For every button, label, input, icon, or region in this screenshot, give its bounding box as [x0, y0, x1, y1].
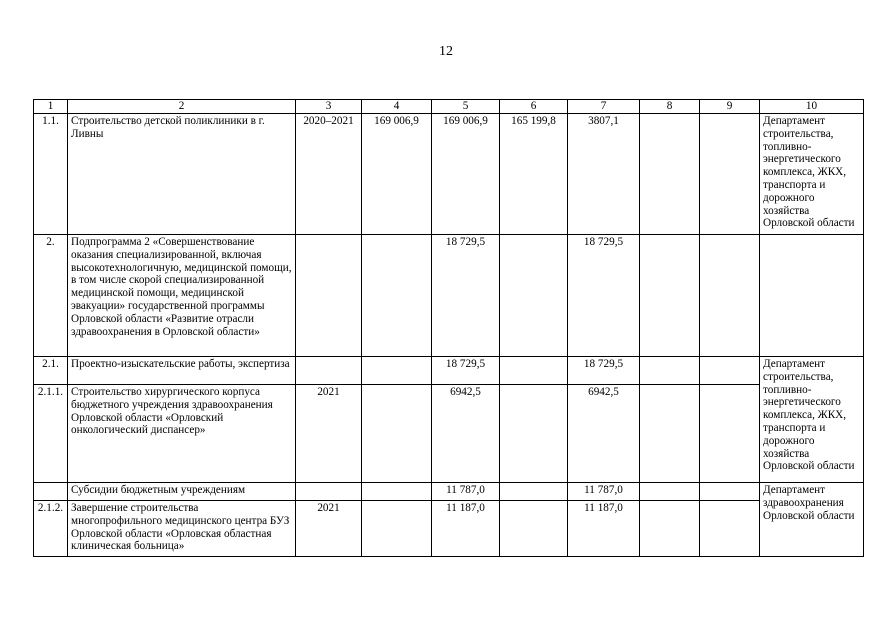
row-responsible: Департамент здравоохранения Орловской области — [760, 483, 864, 557]
row-name: Завершение строительства многопрофильного медицинского центра БУЗ Орловской области «Орловская областная клиническая больница» — [68, 501, 296, 557]
col-header: 1 — [34, 100, 68, 114]
col-header: 4 — [362, 100, 432, 114]
row-number: 1.1. — [34, 114, 68, 235]
row-period: 2021 — [296, 501, 362, 557]
row-col5: 169 006,9 — [432, 114, 500, 235]
row-col8 — [640, 501, 700, 557]
row-col5: 18 729,5 — [432, 357, 500, 385]
row-col9 — [700, 385, 760, 483]
row-col6 — [500, 235, 568, 357]
row-period — [296, 235, 362, 357]
row-col6 — [500, 357, 568, 385]
row-name: Строительство хирургического корпуса бюджетного учреждения здравоохранения Орловской области «Орловский онкологический диспансер» — [68, 385, 296, 483]
table-row — [34, 385, 864, 483]
row-col4 — [362, 501, 432, 557]
row-col9 — [700, 483, 760, 501]
row-col4 — [362, 483, 432, 501]
table-row — [34, 483, 864, 501]
row-col5: 18 729,5 — [432, 235, 500, 357]
row-col8 — [640, 483, 700, 501]
row-col9 — [700, 235, 760, 357]
col-header: 8 — [640, 100, 700, 114]
page-number: 12 — [439, 44, 453, 59]
row-col9 — [700, 357, 760, 385]
row-col4 — [362, 385, 432, 483]
table-row — [34, 114, 864, 235]
row-col7: 18 729,5 — [568, 357, 640, 385]
row-col5: 11 187,0 — [432, 501, 500, 557]
row-period — [296, 357, 362, 385]
row-col6: 165 199,8 — [500, 114, 568, 235]
table-row — [34, 357, 864, 385]
row-col4: 169 006,9 — [362, 114, 432, 235]
row-col6 — [500, 501, 568, 557]
col-header: 6 — [500, 100, 568, 114]
row-number: 2.1.1. — [34, 385, 68, 483]
row-number: 2.1.2. — [34, 501, 68, 557]
col-header: 10 — [760, 100, 864, 114]
row-number: 2. — [34, 235, 68, 357]
table-row — [34, 235, 864, 357]
row-col8 — [640, 114, 700, 235]
row-responsible: Департамент строительства, топливно-энергетического комплекса, ЖКХ, транспорта и дорожного хозяйства Орловской области — [760, 114, 864, 235]
row-col8 — [640, 357, 700, 385]
row-col8 — [640, 385, 700, 483]
row-name: Строительство детской поликлиники в г. Ливны — [68, 114, 296, 235]
col-header: 5 — [432, 100, 500, 114]
row-col9 — [700, 501, 760, 557]
row-col7: 6942,5 — [568, 385, 640, 483]
row-col6 — [500, 483, 568, 501]
row-period: 2021 — [296, 385, 362, 483]
col-header: 9 — [700, 100, 760, 114]
row-col4 — [362, 235, 432, 357]
row-name: Проектно-изыскательские работы, экспертиза — [68, 357, 296, 385]
row-col8 — [640, 235, 700, 357]
row-col7: 18 729,5 — [568, 235, 640, 357]
row-responsible — [760, 235, 864, 357]
col-header: 3 — [296, 100, 362, 114]
row-responsible: Департамент строительства, топливно-энергетического комплекса, ЖКХ, транспорта и дорожного хозяйства Орловской области — [760, 357, 864, 483]
row-name: Подпрограмма 2 «Совершенствование оказания специализированной, включая высокотехнологичную, медицинской помощи, в том числе скорой специализированной медицинской помощи, медицинской эвакуации» государственной программы Орловской области «Развитие отрасли здравоохранения в Орловской области» — [68, 235, 296, 357]
row-col9 — [700, 114, 760, 235]
row-number: 2.1. — [34, 357, 68, 385]
row-name: Субсидии бюджетным учреждениям — [68, 483, 296, 501]
row-col7: 11 187,0 — [568, 501, 640, 557]
col-header: 2 — [68, 100, 296, 114]
row-col7: 11 787,0 — [568, 483, 640, 501]
row-period — [296, 483, 362, 501]
row-col4 — [362, 357, 432, 385]
row-col5: 6942,5 — [432, 385, 500, 483]
row-col7: 3807,1 — [568, 114, 640, 235]
header-row — [34, 100, 864, 114]
row-col5: 11 787,0 — [432, 483, 500, 501]
row-period: 2020–2021 — [296, 114, 362, 235]
table-row — [34, 501, 864, 557]
col-header: 7 — [568, 100, 640, 114]
financing-table — [33, 99, 864, 557]
row-number — [34, 483, 68, 501]
row-col6 — [500, 385, 568, 483]
